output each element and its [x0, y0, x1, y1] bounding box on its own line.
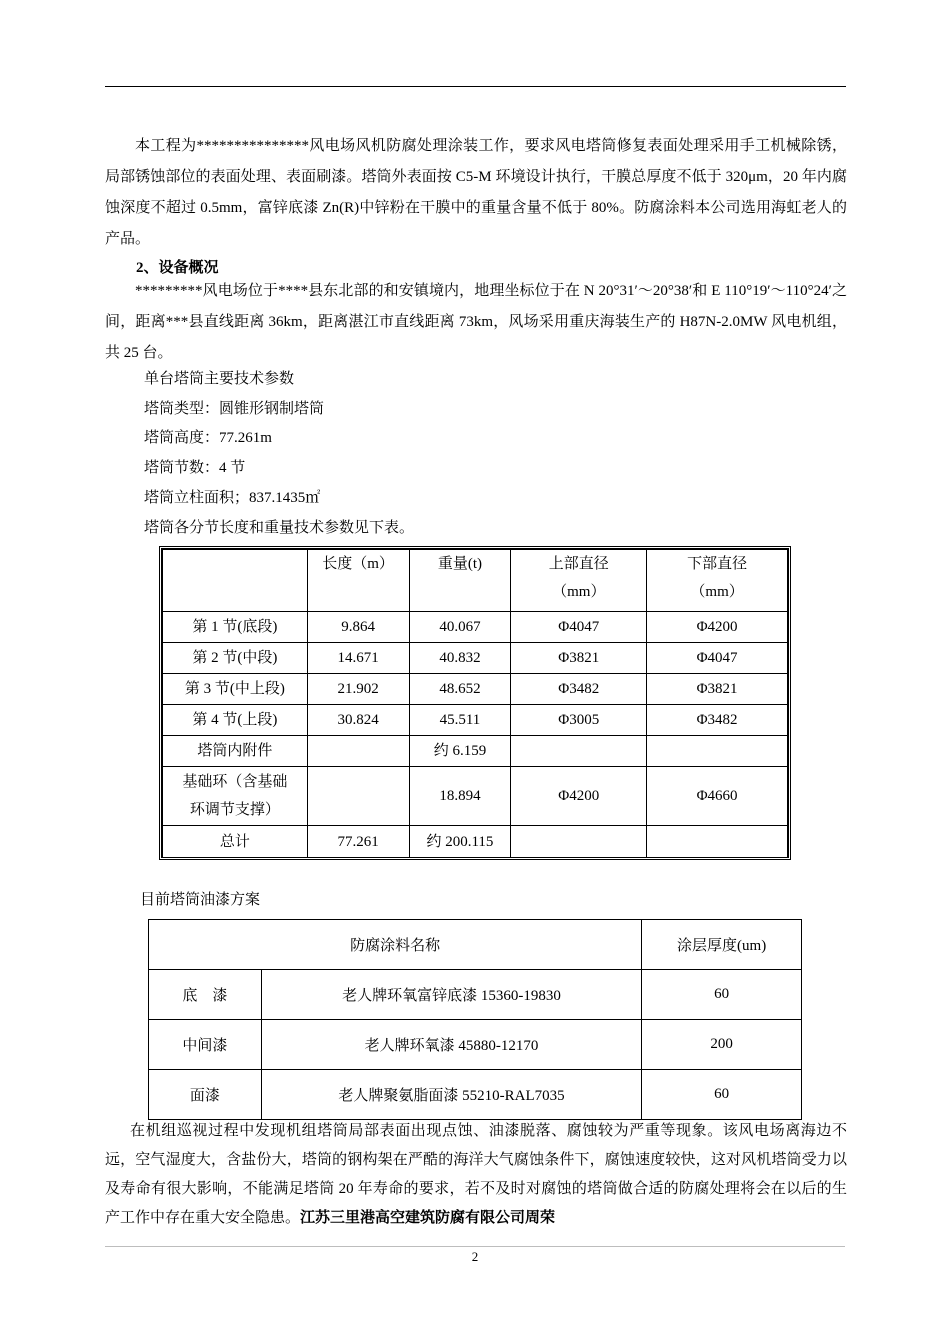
table-cell: 21.902	[307, 674, 409, 705]
table-cell: 基础环（含基础 环调节支撑）	[163, 767, 308, 826]
table-row	[149, 1020, 802, 1070]
table-header-cell: 重量(t)	[409, 550, 511, 612]
table-row	[163, 705, 788, 736]
table-cell: 第 4 节(上段)	[163, 705, 308, 736]
table-header-cell: 长度（m）	[307, 550, 409, 612]
table-cell: 约 200.115	[409, 826, 511, 858]
table-row	[163, 643, 788, 674]
table-row	[163, 612, 788, 643]
paint-scheme-table	[148, 919, 802, 1120]
footer-rule	[105, 1246, 845, 1247]
table-cell: 面漆	[149, 1070, 262, 1120]
table-cell: 总计	[163, 826, 308, 858]
table-intro: 塔筒各分节长度和重量技术参数见下表。	[144, 520, 415, 536]
table-cell: Φ3482	[511, 674, 647, 705]
table-cell: Φ4200	[511, 767, 647, 826]
table-cell	[511, 826, 647, 858]
tower-area: 塔筒立柱面积；837.1435㎡	[144, 490, 321, 506]
table-header-cell	[163, 550, 308, 612]
paint-table-caption: 目前塔筒油漆方案	[140, 892, 261, 908]
table-cell: 老人牌环氧富锌底漆 15360-19830	[261, 970, 641, 1020]
table-cell: Φ4660	[647, 767, 788, 826]
table-cell: 第 1 节(底段)	[163, 612, 308, 643]
table-cell: 60	[642, 1070, 802, 1120]
table-row	[149, 970, 802, 1020]
intro-paragraph: 本工程为***************风电场风机防腐处理涂装工作，要求风电塔筒修复表面处理采用手工机械除锈，局部锈蚀部位的表面处理、表面刷漆。塔筒外表面按 C5-M 环境设计执行，干膜总厚度不低于 320μm，20 年内腐蚀深度不超过 0.5mm，富锌底漆 Zn(R)中锌粉在干膜中的重量含量不低于 80%。防腐涂料本公司选用海虹老人的产品。	[105, 138, 847, 247]
table-header-cell: 涂层厚度(um)	[642, 920, 802, 970]
table-cell: Φ3821	[511, 643, 647, 674]
table-cell: 18.894	[409, 767, 511, 826]
page-number: 2	[471, 1249, 479, 1264]
closing-text: 在机组巡视过程中发现机组塔筒局部表面出现点蚀、油漆脱落、腐蚀较为严重等现象。该风电场离海边不远，空气湿度大，含盐份大，塔筒的钢构架在严酷的海洋大气腐蚀条件下，腐蚀速度较快，这对风机塔筒受力以及寿命有很大影响，不能满足塔筒 20 年寿命的要求，若不及时对腐蚀的塔筒做合适的防腐处理将会在以后的生产工作中存在重大安全隐患。	[105, 1123, 847, 1226]
closing-paragraph	[105, 1117, 847, 1233]
table-cell: 77.261	[307, 826, 409, 858]
table-cell: 30.824	[307, 705, 409, 736]
table-cell	[647, 826, 788, 858]
table-cell: 中间漆	[149, 1020, 262, 1070]
site-overview-paragraph: *********风电场位于****县东北部的和安镇境内，地理坐标位于在 N 20°31′～20°38′和 E 110°19′～110°24′之间，距离***县直线距离 36km，距离湛江市直线距离 73km，风场采用重庆海装生产的 H87N-2.0MW 风电机组，共 25 台。	[105, 283, 847, 361]
table-cell	[307, 736, 409, 767]
table-cell: 60	[642, 970, 802, 1020]
table-cell: 9.864	[307, 612, 409, 643]
table-cell: 老人牌环氧漆 45880-12170	[261, 1020, 641, 1070]
table-cell: 45.511	[409, 705, 511, 736]
table-cell: Φ3005	[511, 705, 647, 736]
table-cell	[307, 767, 409, 826]
table-cell: 200	[642, 1020, 802, 1070]
table-header-cell: 下部直径 （mm）	[647, 550, 788, 612]
table-cell: 40.832	[409, 643, 511, 674]
table-cell: 塔筒内附件	[163, 736, 308, 767]
table-cell: 40.067	[409, 612, 511, 643]
table-row	[163, 674, 788, 705]
company-name: 江苏三里港高空建筑防腐有限公司周荣	[300, 1210, 556, 1226]
table-cell	[511, 736, 647, 767]
tower-sections-table	[162, 549, 788, 858]
section-heading: 2、设备概况	[136, 260, 219, 276]
header-rule	[105, 86, 846, 87]
table-cell: Φ3482	[647, 705, 788, 736]
tower-height: 塔筒高度：77.261m	[144, 430, 272, 446]
table-cell: 老人牌聚氨脂面漆 55210-RAL7035	[261, 1070, 641, 1120]
table-row	[163, 826, 788, 858]
table-cell: Φ4047	[647, 643, 788, 674]
table-header-cell: 上部直径 （mm）	[511, 550, 647, 612]
params-heading: 单台塔筒主要技术参数	[144, 371, 295, 387]
table-cell: 约 6.159	[409, 736, 511, 767]
table-cell: 第 3 节(中上段)	[163, 674, 308, 705]
table-cell: Φ4200	[647, 612, 788, 643]
table-row	[163, 736, 788, 767]
table-cell: 底 漆	[149, 970, 262, 1020]
table-header-cell: 防腐涂料名称	[149, 920, 642, 970]
table-cell: 48.652	[409, 674, 511, 705]
table-row	[149, 1070, 802, 1120]
table-cell: 14.671	[307, 643, 409, 674]
table-cell: Φ4047	[511, 612, 647, 643]
tower-type: 塔筒类型：圆锥形钢制塔筒	[144, 401, 325, 417]
table-row	[163, 767, 788, 826]
table-cell	[647, 736, 788, 767]
table-cell: Φ3821	[647, 674, 788, 705]
table-cell: 第 2 节(中段)	[163, 643, 308, 674]
tower-sections: 塔筒节数：4 节	[144, 460, 246, 476]
